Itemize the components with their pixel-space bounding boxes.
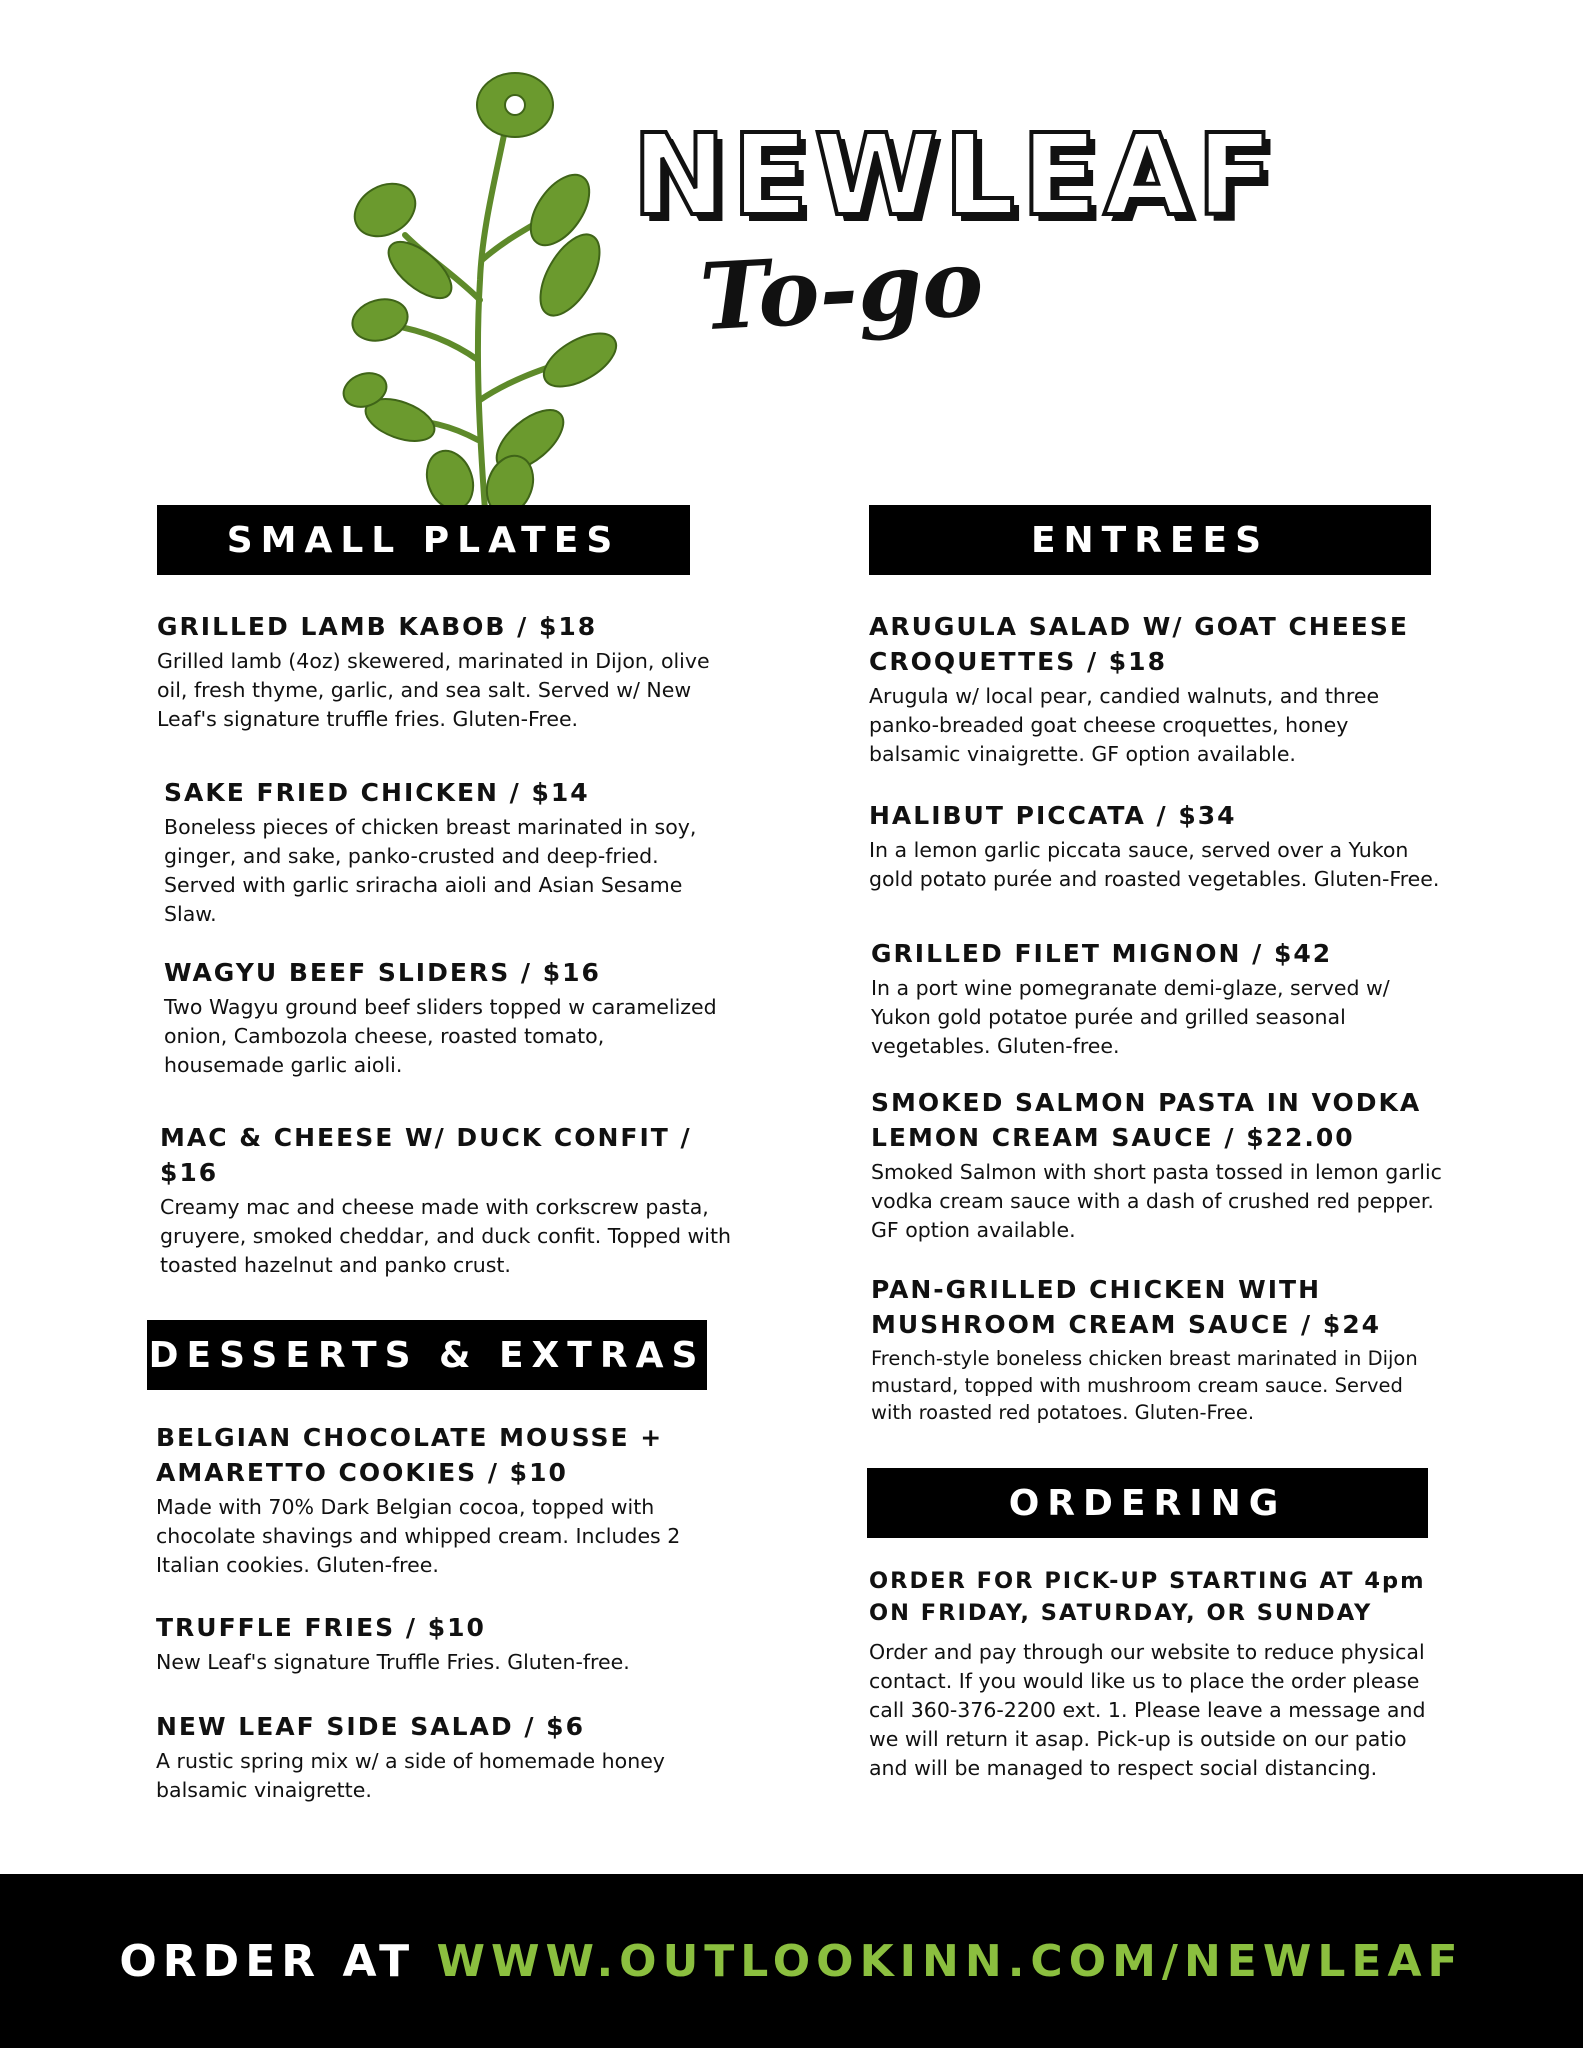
item-description: Grilled lamb (4oz) skewered, marinated in Dijon, olive oil, fresh thyme, garlic, and sea salt. Served w/ New Leaf's signature truffle fries. Gluten-Free. <box>157 649 710 731</box>
footer-prefix: ORDER AT <box>119 1935 437 1987</box>
ordering-info <box>869 1565 1434 1783</box>
item-title: SAKE FRIED CHICKEN / $14 <box>164 778 590 807</box>
item-description: French-style boneless chicken breast marinated in Dijon mustard, topped with mushroom cream sauce. Served with roasted red potatoes. Gluten-Free. <box>871 1347 1418 1424</box>
item-title: GRILLED LAMB KABOB / $18 <box>157 612 598 641</box>
item-description: In a lemon garlic piccata sauce, served over a Yukon gold potato purée and roasted vegetables. Gluten-Free. <box>869 838 1440 891</box>
item-description: Smoked Salmon with short pasta tossed in lemon garlic vodka cream sauce with a dash of crushed red pepper. GF option available. <box>871 1160 1442 1242</box>
footer-banner <box>0 1874 1583 2048</box>
menu-item <box>157 609 727 734</box>
small-plates-heading: SMALL PLATES <box>157 505 690 575</box>
menu-item <box>156 1709 726 1805</box>
menu-item <box>871 1272 1446 1426</box>
item-title: ARUGULA SALAD W/ GOAT CHEESE CROQUETTES / $18 <box>869 612 1409 676</box>
ordering-description: Order and pay through our website to reduce physical contact. If you would like us to place the order please call 360-376-2200 ext. 1. Please leave a message and we will return it asap. Pick-up is outside on our patio and will be managed to respect social distancing. <box>869 1640 1426 1780</box>
item-description: In a port wine pomegranate demi-glaze, served w/ Yukon gold potatoe purée and grilled seasonal vegetables. Gluten-free. <box>871 976 1390 1058</box>
menu-item <box>871 1085 1446 1245</box>
order-url-link[interactable]: WWW.OUTLOOKINN.COM/NEWLEAF <box>436 1935 1464 1987</box>
item-description: A rustic spring mix w/ a side of homemade honey balsamic vinaigrette. <box>156 1749 665 1802</box>
item-title: TRUFFLE FRIES / $10 <box>156 1613 486 1642</box>
brand-title: NEWLEAF <box>632 111 1279 241</box>
item-description: Arugula w/ local pear, candied walnuts, and three panko-breaded goat cheese croquettes, honey balsamic vinaigrette. GF option available. <box>869 684 1380 766</box>
item-title: MAC & CHEESE W/ DUCK CONFIT / $16 <box>160 1123 692 1187</box>
desserts-heading: DESSERTS & EXTRAS <box>147 1320 707 1390</box>
menu-item <box>871 936 1446 1061</box>
item-title: GRILLED FILET MIGNON / $42 <box>871 939 1333 968</box>
menu-item <box>164 775 724 929</box>
item-title: PAN-GRILLED CHICKEN WITH MUSHROOM CREAM SAUCE / $24 <box>871 1275 1382 1339</box>
brand-subtitle: To-go <box>697 228 986 352</box>
item-title: BELGIAN CHOCOLATE MOUSSE + AMARETTO COOKIES / $10 <box>156 1423 664 1487</box>
menu-item <box>164 955 724 1080</box>
item-title: WAGYU BEEF SLIDERS / $16 <box>164 958 601 987</box>
menu-item <box>156 1420 726 1580</box>
entrees-heading: ENTREES <box>869 505 1431 575</box>
item-title: SMOKED SALMON PASTA IN VODKA LEMON CREAM SAUCE / $22.00 <box>871 1088 1422 1152</box>
item-description: New Leaf's signature Truffle Fries. Gluten-free. <box>156 1650 630 1674</box>
item-description: Two Wagyu ground beef sliders topped w caramelized onion, Cambozola cheese, roasted tomato, housemade garlic aioli. <box>164 995 717 1077</box>
item-description: Creamy mac and cheese made with corkscrew pasta, gruyere, smoked cheddar, and duck confit. Topped with toasted hazelnut and panko crust. <box>160 1195 731 1277</box>
item-title: HALIBUT PICCATA / $34 <box>869 801 1237 830</box>
ordering-heading: ORDERING <box>867 1468 1428 1538</box>
item-title: NEW LEAF SIDE SALAD / $6 <box>156 1712 585 1741</box>
menu-item <box>869 798 1444 894</box>
menu-item <box>160 1120 735 1280</box>
ordering-title: ORDER FOR PICK-UP STARTING AT 4pm ON FRIDAY, SATURDAY, OR SUNDAY <box>869 1568 1426 1626</box>
item-description: Made with 70% Dark Belgian cocoa, topped with chocolate shavings and whipped cream. Includes 2 Italian cookies. Gluten-free. <box>156 1495 681 1577</box>
item-description: Boneless pieces of chicken breast marinated in soy, ginger, and sake, panko-crusted and deep-fried. Served with garlic sriracha aioli and Asian Sesame Slaw. <box>164 815 697 926</box>
menu-item <box>869 609 1444 769</box>
menu-item <box>156 1610 726 1677</box>
plant-illustration-icon <box>310 60 650 510</box>
